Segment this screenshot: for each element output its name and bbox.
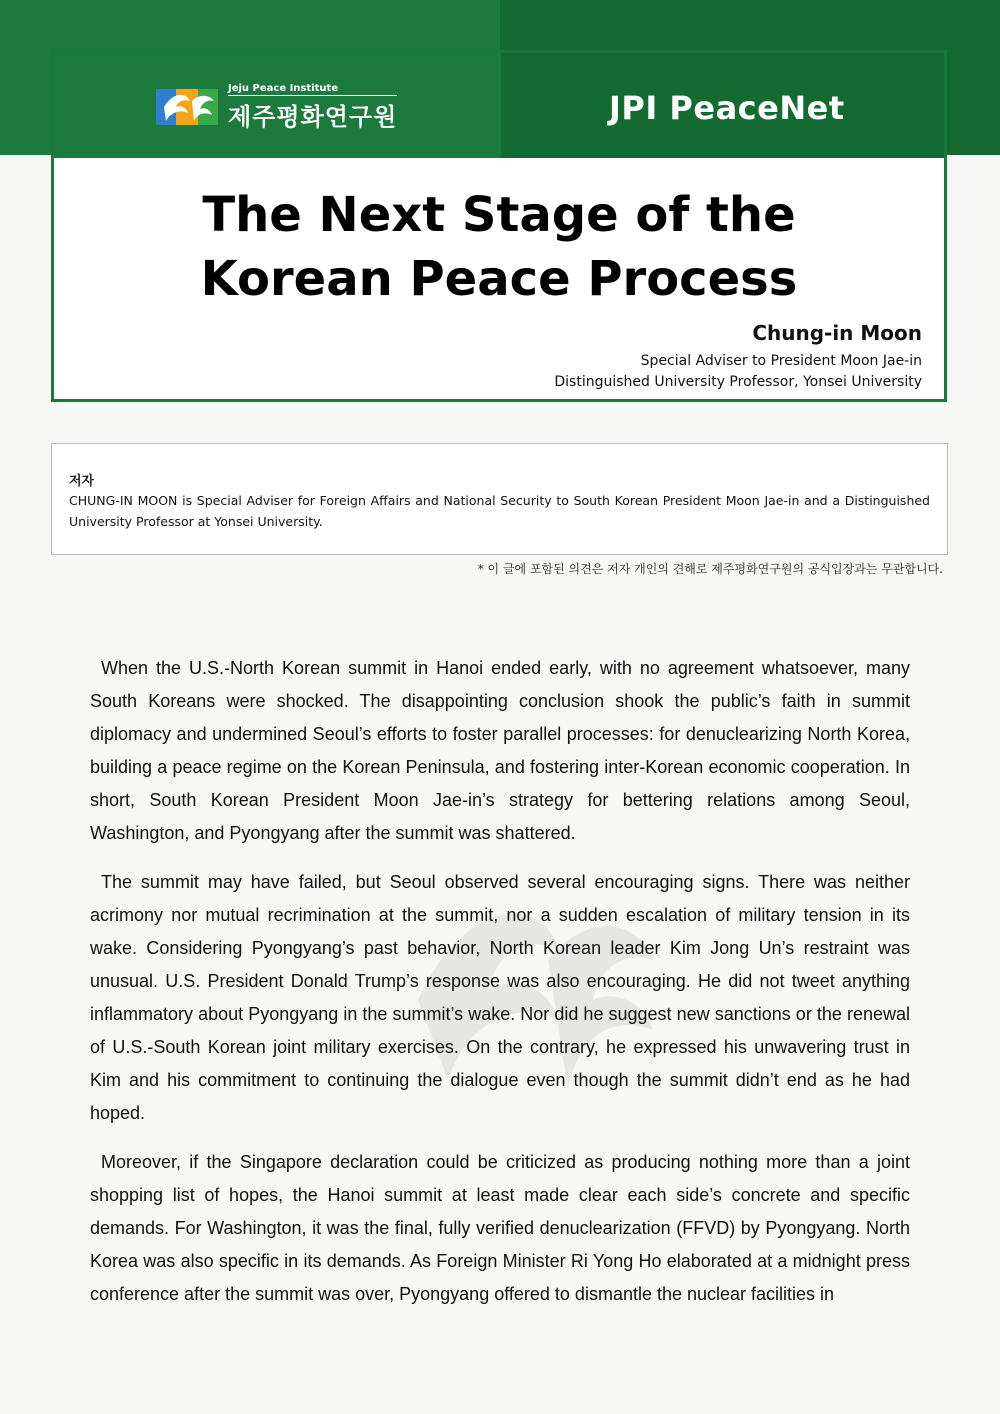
- article-body: [90, 652, 910, 1327]
- title-line-1: The Next Stage of the: [202, 187, 796, 243]
- bio-heading: 저자: [69, 474, 95, 489]
- author-bio-box: [51, 443, 948, 555]
- institute-name-ko: 제주평화연구원: [228, 102, 398, 131]
- bio-text: CHUNG-IN MOON is Special Adviser for Foreign Affairs and National Security to South Korean President Moon Jae-in and a Distinguished University Professor at Yonsei University.: [69, 493, 930, 529]
- title-line-2: Korean Peace Process: [200, 251, 798, 307]
- jeju-peace-institute-logo[interactable]: [156, 82, 398, 131]
- author-block: [554, 321, 922, 393]
- title-frame: [51, 50, 947, 402]
- jpi-bird-logo-icon: [156, 87, 220, 127]
- jpi-peacenet-logo[interactable]: JPI PeaceNet: [609, 89, 845, 127]
- disclaimer: * 이 글에 포함된 의견은 저자 개인의 견해로 제주평화연구원의 공식입장과는 무관합니다.: [477, 562, 943, 576]
- author-name: Chung-in Moon: [752, 321, 922, 345]
- body-paragraph-3: Moreover, if the Singapore declaration could be criticized as producing nothing more than a joint shopping list of hopes, the Hanoi summit at least made clear each side’s concrete and specific demands. For Washington, it was the final, fully verified denuclearization (FFVD) by Pyongyang. North Korea was also specific in its demands. As Foreign Minister Ri Yong Ho elaborated at a midnight press conference after the summit was over, Pyongyang offered to dismantle the nuclear facilities in: [90, 1152, 910, 1304]
- frame-header: [54, 53, 944, 158]
- institute-name-en: Jeju Peace Institute: [228, 83, 397, 96]
- author-title-1: Special Adviser to President Moon Jae-in: [640, 353, 922, 369]
- body-paragraph-1: When the U.S.-North Korean summit in Hanoi ended early, with no agreement whatsoever, many South Koreans were shocked. The disappointing conclusion shook the public’s faith in summit diplomacy and undermined Seoul’s efforts to foster parallel processes: for denuclearizing North Korea, building a peace regime on the Korean Peninsula, and fostering inter-Korean economic cooperation. In short, South Korean President Moon Jae-in’s strategy for bettering relations among Seoul, Washington, and Pyongyang after the summit was shattered.: [90, 658, 910, 843]
- author-title-2: Distinguished University Professor, Yonsei University: [554, 374, 922, 390]
- article-title: [54, 183, 944, 311]
- body-paragraph-2: The summit may have failed, but Seoul observed several encouraging signs. There was neither acrimony nor mutual recrimination at the summit, nor a sudden escalation of military tension in its wake. Considering Pyongyang’s past behavior, North Korean leader Kim Jong Un’s restraint was unusual. U.S. President Donald Trump’s response was also encouraging. He did not tweet anything inflammatory about Pyongyang in the summit’s wake. Nor did he suggest new sanctions or the renewal of U.S.-South Korean joint military exercises. On the contrary, he expressed his unwavering trust in Kim and his commitment to continuing the dialogue even though the summit didn’t end as he had hoped.: [90, 872, 910, 1123]
